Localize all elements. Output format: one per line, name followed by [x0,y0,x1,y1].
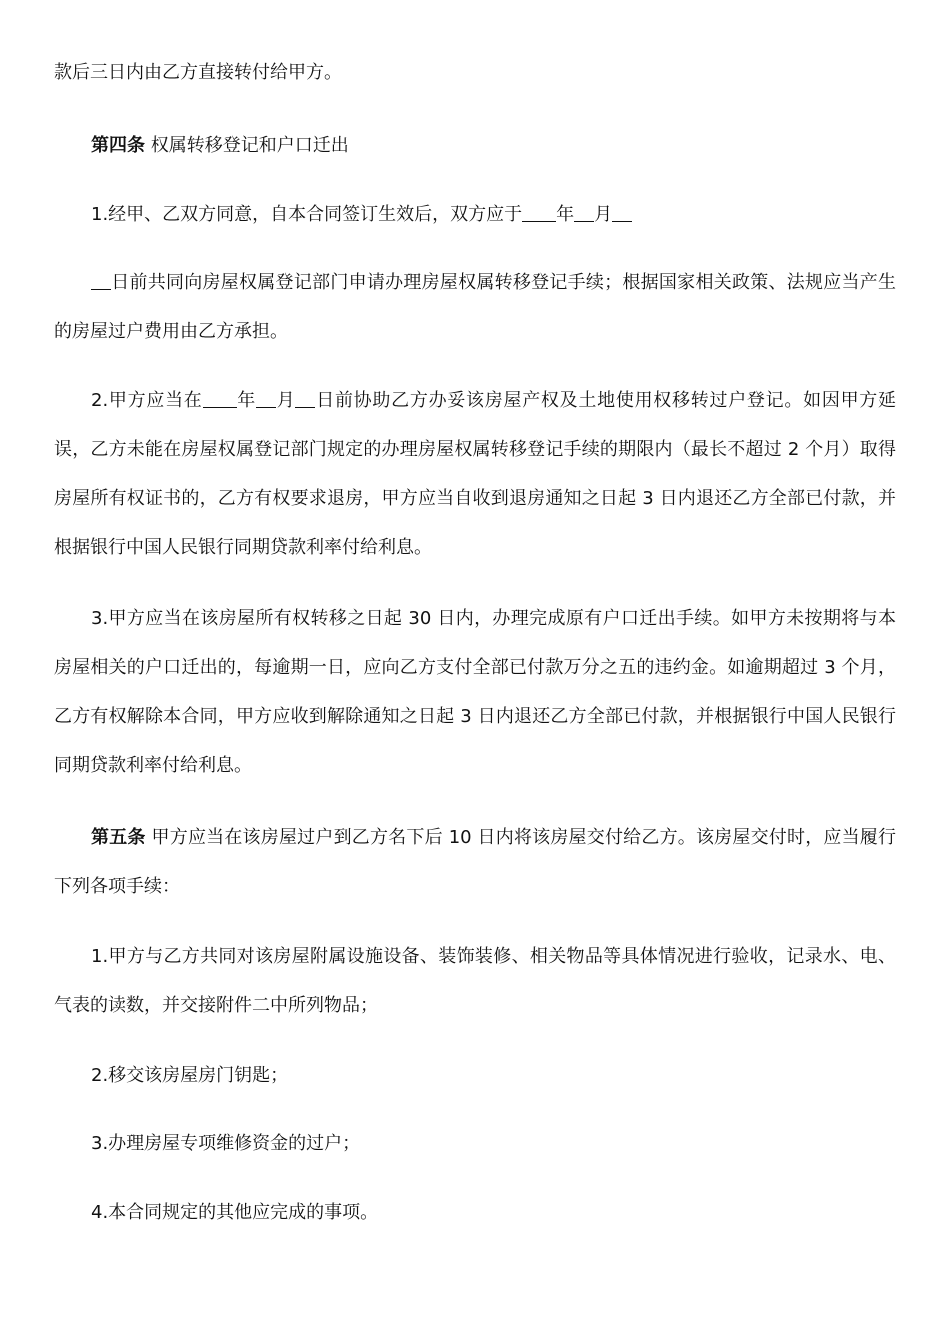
clause-text: 1.经甲、乙双方同意，自本合同签订生效后，双方应于 [91,204,523,225]
year-label: 年 [236,390,257,411]
article-text: 甲方应当在该房屋过户到乙方名下后 10 日内将该房屋交付给乙方。该房屋交付时，应当履行下列各项手续： [54,827,897,897]
article-title: 权属转移登记和户口迁出 [150,135,349,156]
blank-month [256,389,276,408]
article-4-clause-2 [54,376,896,572]
article-number: 第四条 [91,135,145,156]
item-text: 1.甲方与乙方共同对该房屋附属设施设备、装饰装修、相关物品等具体情况进行验收，记录水、电、气表的读数，并交接附件二中所列物品； [54,946,896,1016]
year-label: 年 [556,204,575,225]
blank-day [295,389,315,408]
blank-year [203,389,237,408]
article-5-item-3 [54,1119,896,1168]
article-number: 第五条 [91,827,146,848]
article-5-item-4 [54,1188,896,1237]
clause-text: 日前共同向房屋权属登记部门申请办理房屋权属转移登记手续；根据国家相关政策、法规应当产生的房屋过户费用由乙方承担。 [54,272,896,342]
article-5-item-1 [54,932,896,1030]
clause-text: 日前协助乙方办妥该房屋产权及土地使用权移转过户登记。如因甲方延误，乙方未能在房屋权属登记部门规定的办理房屋权属转移登记手续的期限内（最长不超过 2 个月）取得房屋所有权证书的，乙方有权要求退房，甲方应当自收到退房通知之日起 3 日内退还乙方全部已付款，并根据银行中国人民银行同期贷款利率付给利息。 [54,390,897,558]
blank-year [522,203,556,222]
item-text: 2.移交该房屋房门钥匙； [91,1065,289,1086]
month-label: 月 [276,390,296,411]
article-4-heading [54,121,896,170]
month-label: 月 [594,204,613,225]
clause-text: 3.甲方应当在该房屋所有权转移之日起 30 日内，办理完成原有户口迁出手续。如甲方未按期将与本房屋相关的户口迁出的，每逾期一日，应向乙方支付全部已付款万分之五的违约金。如逾期超过 3 个月，乙方有权解除本合同，甲方应收到解除通知之日起 3 日内退还乙方全部已付款，并根据银行中国人民银行同期贷款利率付给利息。 [54,608,896,776]
paragraph-continuation [54,48,896,97]
blank-day [612,203,632,222]
clause-text: 2.甲方应当在 [91,390,203,411]
item-text: 3.办理房屋专项维修资金的过户； [91,1133,361,1154]
blank-day-cont [91,271,111,290]
article-4-clause-1-line1 [54,190,896,239]
article-5-item-2 [54,1051,896,1100]
item-text: 4.本合同规定的其他应完成的事项。 [91,1202,379,1223]
article-5 [54,813,896,911]
paragraph-text: 款后三日内由乙方直接转付给甲方。 [54,62,342,83]
blank-month [574,203,594,222]
article-4-clause-1-line2 [54,258,896,356]
article-4-clause-3 [54,594,896,790]
